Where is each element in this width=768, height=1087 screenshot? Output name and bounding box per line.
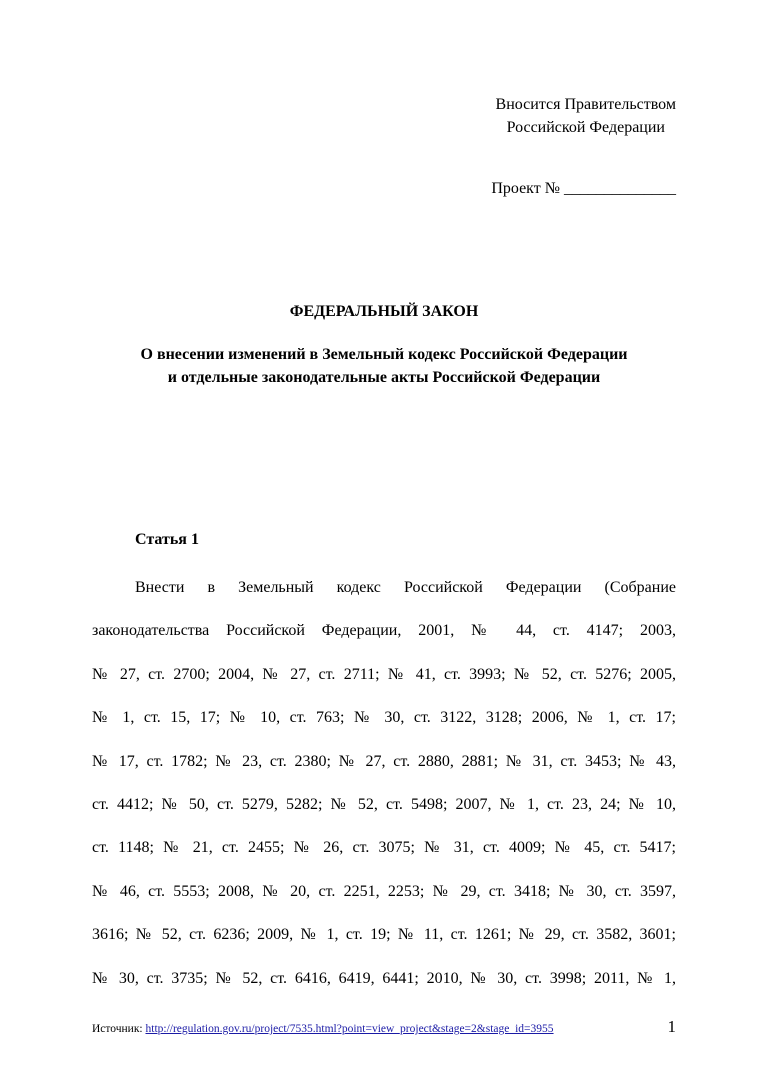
article-body-line: № 17, ст. 1782; № 23, ст. 2380; № 27, ст. 2880, 2881; № 31, ст. 3453; № 43,	[92, 752, 676, 770]
law-title-line-1: О внесении изменений в Земельный кодекс Российской Федерации	[140, 346, 628, 363]
project-number: Проект № ______________	[491, 180, 676, 197]
submitter-line-2: Российской Федерации	[506, 119, 665, 136]
law-title-line-2: и отдельные законодательные акты Российской Федерации	[167, 369, 601, 386]
article-body-line: Внести в Земельный кодекс Российской Федерации (Собрание	[135, 579, 676, 596]
footer-source-link[interactable]: http://regulation.gov.ru/project/7535.html?point=view_project&stage=2&stage_id=3955	[145, 1023, 554, 1035]
article-body-line: ст. 1148; № 21, ст. 2455; № 26, ст. 3075; № 31, ст. 4009; № 45, ст. 5417;	[92, 839, 676, 857]
article-body-line: 3616; № 52, ст. 6236; 2009, № 1, ст. 19; № 11, ст. 1261; № 29, ст. 3582, 3601;	[92, 926, 676, 944]
article-body-line: № 30, ст. 3735; № 52, ст. 6416, 6419, 6441; 2010, № 30, ст. 3998; 2011, № 1,	[92, 969, 676, 987]
submitter-line-1: Вносится Правительством	[495, 96, 676, 113]
page-number: 1	[667, 1017, 676, 1036]
law-type-heading: ФЕДЕРАЛЬНЫЙ ЗАКОН	[289, 303, 479, 320]
article-body	[92, 566, 676, 1000]
submitter-block	[496, 93, 676, 139]
article-body-line: ст. 4412; № 50, ст. 5279, 5282; № 52, ст. 5498; 2007, № 1, ст. 23, 24; № 10,	[92, 795, 676, 813]
footer-source-label: Источник:	[92, 1023, 146, 1035]
law-title	[0, 343, 768, 389]
article-heading: Статья 1	[135, 531, 199, 548]
article-body-line: № 1, ст. 15, 17; № 10, ст. 763; № 30, ст. 3122, 3128; 2006, № 1, ст. 17;	[92, 709, 676, 727]
article-body-line: № 27, ст. 2700; 2004, № 27, ст. 2711; № 41, ст. 3993; № 52, ст. 5276; 2005,	[92, 665, 676, 683]
article-body-line: законодательства Российской Федерации, 2001, № 44, ст. 4147; 2003,	[92, 622, 676, 640]
article-body-line: № 46, ст. 5553; 2008, № 20, ст. 2251, 2253; № 29, ст. 3418; № 30, ст. 3597,	[92, 882, 676, 900]
footer-source	[92, 1021, 684, 1037]
